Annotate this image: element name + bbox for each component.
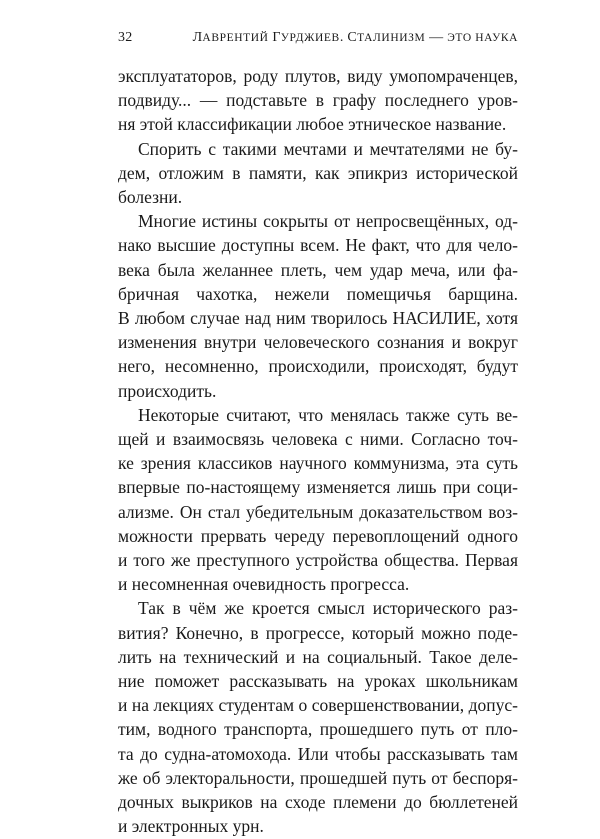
text-line: Некоторые считают, что менялась также суть ве-	[138, 404, 518, 425]
text-line: Так в чём же кроется смысл исторического раз-	[138, 598, 518, 619]
text-line: нако высшие доступны всем. Не факт, что для чело-	[118, 235, 518, 256]
text-line: болезни.	[118, 187, 183, 208]
author-first-name: АВРЕНТИЙ	[202, 32, 269, 44]
text-line: та до судна-атомохода. Или чтобы рассказывать там	[118, 743, 518, 764]
paragraph	[118, 137, 518, 210]
title-word: ТАЛИНИЗМ	[357, 32, 426, 44]
text-line: ке зрения классиков научного коммунизма, эта суть	[118, 453, 518, 474]
text-line: Многие истины сокрыты от непросвещённых, од-	[138, 211, 518, 232]
text-line: дем, отложим в памяти, как эпикриз исторической	[118, 162, 518, 183]
text-line: вития? Конечно, в прогрессе, который можно поде-	[118, 622, 518, 643]
text-line: происходить.	[118, 380, 217, 401]
text-line: и на лекциях студентам о совершенствовании, допус-	[118, 695, 518, 716]
text-line: дочных выкриков на сходе племени до бюллетеней	[118, 792, 518, 813]
title-separator: .	[339, 30, 348, 45]
text-line: ня этой классификации любое этническое название.	[118, 114, 507, 135]
text-line: В любом случае над ним творилось НАСИЛИЕ, хотя	[118, 308, 518, 329]
text-line: бричная чахотка, нежели помещичья барщина.	[118, 283, 518, 304]
paragraph	[118, 403, 518, 597]
author-initial: Л	[192, 30, 203, 45]
text-line: эксплуататоров, роду плутов, виду умопомраченцев,	[118, 66, 518, 86]
paragraph	[118, 596, 518, 838]
running-head	[118, 30, 518, 46]
text-line: тим, водного транспорта, прошедшего путь от пло-	[118, 719, 518, 740]
body-text	[118, 64, 518, 839]
title-rest: ЭТО НАУКА	[447, 32, 518, 44]
text-line: впервые по-настоящему изменяется лишь при соци-	[118, 477, 518, 498]
text-line: лить на технический и на социальный. Такое деле-	[118, 646, 518, 667]
author-last-name: УРДЖИЕВ	[280, 32, 340, 44]
text-line: можности прервать череду перевоплощений одного	[118, 525, 518, 546]
text-line: него, несомненно, происходили, происходят, будут	[118, 356, 518, 377]
text-line: изменения внутри человеческого сознания и вокруг	[118, 332, 518, 353]
text-line: ализме. Он стал убедительным доказательством воз-	[118, 501, 518, 522]
author-last-initial: Г	[272, 30, 281, 45]
paragraph	[118, 64, 518, 137]
text-line: же об электоральности, прошедшей путь от беспоря-	[118, 767, 518, 788]
text-line: и электронных урн.	[118, 816, 264, 837]
page-number: 32	[118, 30, 133, 45]
text-line: века была желаннее плеть, чем удар меча, или фа-	[118, 259, 518, 280]
book-page	[118, 30, 518, 839]
paragraph	[118, 209, 518, 403]
title-initial: С	[347, 30, 358, 45]
text-line: и несомненная очевидность прогресса.	[118, 574, 410, 595]
text-line: и того же преступного устройства общества. Первая	[118, 550, 518, 571]
text-line: подвиду... — подставьте в графу последнего уров-	[118, 90, 518, 111]
title-dash: —	[425, 30, 448, 45]
text-line: Спорить с такими мечтами и мечтателями не бу-	[138, 138, 518, 159]
text-line: щей и взаимосвязь человека с ними. Согласно точ-	[118, 429, 518, 450]
running-title	[193, 30, 518, 46]
text-line: ние поможет рассказывать на уроках школьникам	[118, 671, 518, 692]
